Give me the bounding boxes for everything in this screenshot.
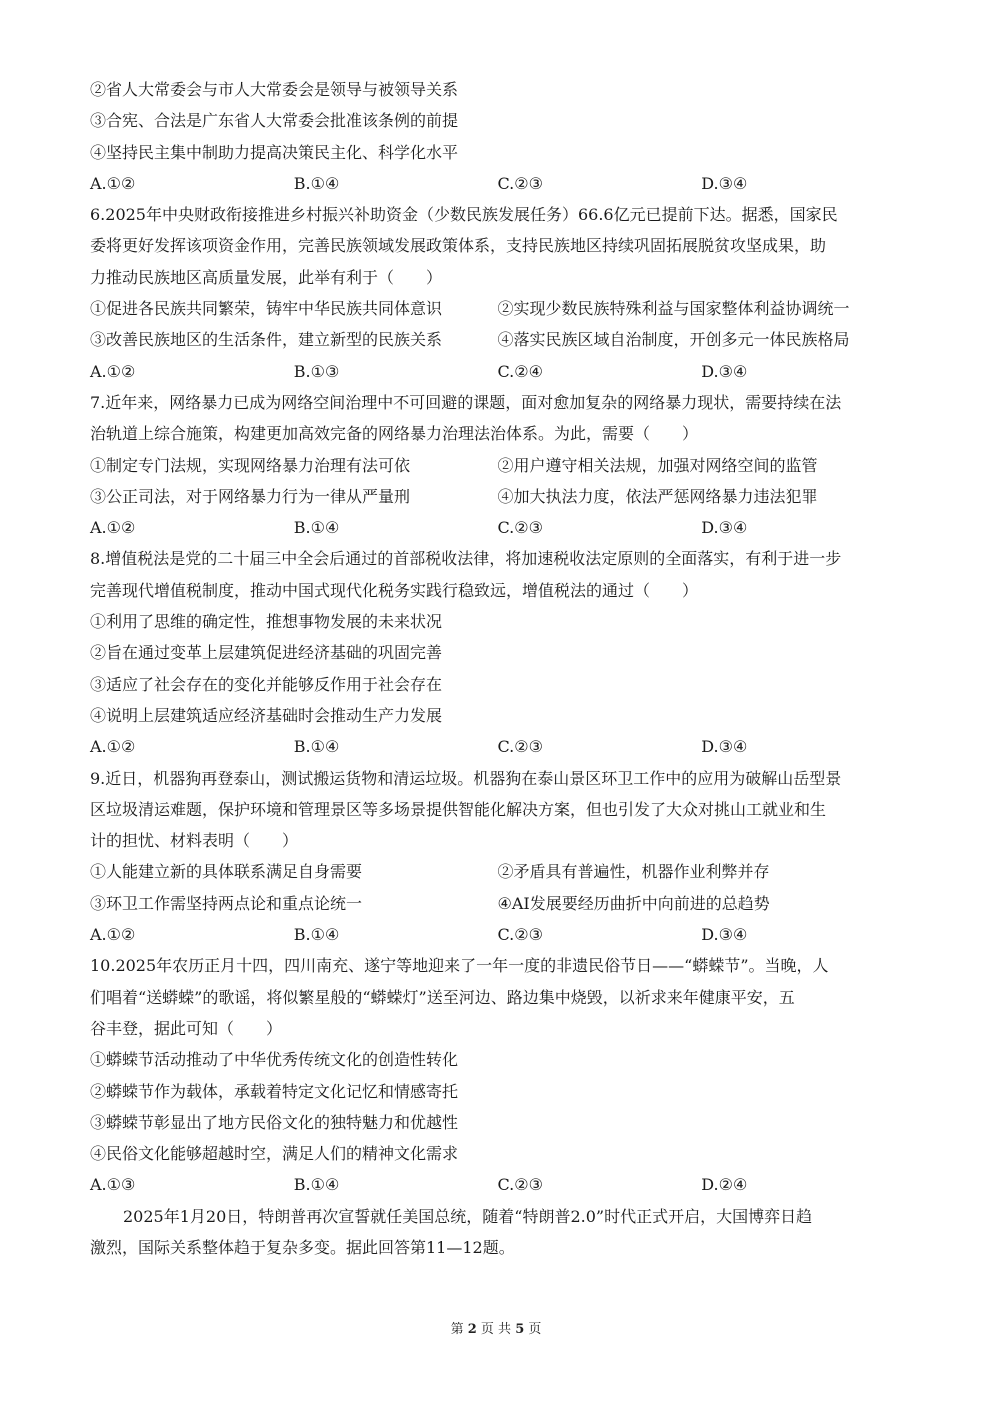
option-4: ④民俗文化能够超越时空，满足人们的精神文化需求	[90, 1144, 459, 1164]
answer-choices	[90, 168, 905, 199]
answer-a[interactable]: A.①②	[90, 737, 136, 757]
option-row	[90, 324, 905, 355]
page-total: 5	[515, 1322, 525, 1337]
option-4: ④AI发展要经历曲折中向前进的总趋势	[497, 893, 770, 913]
question-stem: 计的担忧、材料表明（ ）	[90, 831, 299, 851]
question-stem: 力推动民族地区高质量发展，此举有利于（ ）	[90, 267, 443, 287]
question-stem: 6.2025年中央财政衔接推进乡村振兴补助资金（少数民族发展任务）66.6亿元已提前下达。据悉，国家民	[90, 205, 838, 225]
answer-a[interactable]: A.①②	[90, 518, 136, 538]
question-6	[90, 199, 905, 387]
question-10	[90, 950, 905, 1200]
question-stem: 8.增值税法是党的二十届三中全会后通过的首部税收法律，将加速税收法定原则的全面落实，有利于进一步	[90, 549, 842, 569]
answer-a[interactable]: A.①②	[90, 361, 136, 381]
answer-choices	[90, 356, 905, 387]
answer-choices	[90, 1169, 905, 1200]
answer-b[interactable]: B.①④	[293, 1175, 340, 1195]
answer-choices	[90, 512, 905, 543]
question-9	[90, 763, 905, 951]
option-row	[90, 888, 905, 919]
answer-b[interactable]: B.①④	[293, 173, 340, 193]
option-row	[90, 481, 905, 512]
option-row	[90, 293, 905, 324]
answer-d[interactable]: D.③④	[701, 925, 748, 945]
option-1: ①蟒蝾节活动推动了中华优秀传统文化的创造性转化	[90, 1050, 459, 1070]
answer-b[interactable]: B.①③	[293, 361, 340, 381]
answer-d[interactable]: D.②④	[701, 1175, 748, 1195]
footer-prefix: 第	[450, 1322, 464, 1337]
option-4: ④说明上层建筑适应经济基础时会推动生产力发展	[90, 705, 443, 725]
answer-choices	[90, 919, 905, 950]
question-7	[90, 387, 905, 543]
option-2: ②蟒蝾节作为载体，承载着特定文化记忆和情感寄托	[90, 1081, 459, 1101]
option-3: ③公正司法，对于网络暴力行为一律从严量刑	[90, 486, 411, 506]
question-stem: 委将更好发挥该项资金作用，完善民族领域发展政策体系，支持民族地区持续巩固拓展脱贫攻坚成果，助	[90, 236, 827, 256]
answer-c[interactable]: C.②③	[497, 173, 543, 193]
option-2: ②用户遵守相关法规，加强对网络空间的监管	[497, 455, 818, 475]
option-3: ③改善民族地区的生活条件，建立新型的民族关系	[90, 330, 443, 350]
answer-d[interactable]: D.③④	[701, 173, 748, 193]
question-stem: 们唱着“送蟒蝾”的歌谣，将似繁星般的“蟒蝾灯”送至河边、路边集中烧毁，以祈求来年健康平安，五	[90, 987, 795, 1007]
question-stem: 谷丰登，据此可知（ ）	[90, 1018, 283, 1038]
question-8	[90, 543, 905, 762]
option-3: ③适应了社会存在的变化并能够反作用于社会存在	[90, 674, 443, 694]
answer-d[interactable]: D.③④	[701, 361, 748, 381]
option-4: ④加大执法力度，依法严惩网络暴力违法犯罪	[497, 486, 818, 506]
answer-b[interactable]: B.①④	[293, 518, 340, 538]
exam-page	[90, 74, 905, 1263]
footer-middle: 页 共	[480, 1322, 512, 1337]
option-1: ①人能建立新的具体联系满足自身需要	[90, 862, 363, 882]
option-2: ②旨在通过变革上层建筑促进经济基础的巩固完善	[90, 643, 443, 663]
material-passage	[90, 1201, 905, 1264]
material-line: 2025年1月20日，特朗普再次宣誓就任美国总统，随着“特朗普2.0”时代正式开启，大国博弈日趋	[123, 1206, 813, 1226]
footer-suffix: 页	[528, 1322, 542, 1337]
option-row	[90, 856, 905, 887]
question-stem: 7.近年来，网络暴力已成为网络空间治理中不可回避的课题，面对愈加复杂的网络暴力现状，需要持续在法	[90, 392, 842, 412]
option-4: ④落实民族区域自治制度，开创多元一体民族格局	[497, 330, 850, 350]
option-line: ②省人大常委会与市人大常委会是领导与被领导关系	[90, 80, 459, 99]
answer-c[interactable]: C.②④	[497, 361, 543, 381]
option-1: ①利用了思维的确定性，推想事物发展的未来状况	[90, 612, 443, 632]
question-stem: 10.2025年农历正月十四，四川南充、遂宁等地迎来了一年一度的非遗民俗节日——“蟒蝾节”。当晚，人	[90, 956, 829, 976]
answer-d[interactable]: D.③④	[701, 518, 748, 538]
answer-choices	[90, 731, 905, 762]
option-line: ④坚持民主集中制助力提高决策民主化、科学化水平	[90, 142, 459, 162]
answer-c[interactable]: C.②③	[497, 1175, 543, 1195]
question-5-continued	[90, 74, 905, 199]
question-stem: 区垃圾清运难题，保护环境和管理景区等多场景提供智能化解决方案，但也引发了大众对挑山工就业和生	[90, 799, 827, 819]
question-stem: 治轨道上综合施策，构建更加高效完备的网络暴力治理法治体系。为此，需要（ ）	[90, 424, 699, 444]
answer-a[interactable]: A.①③	[90, 1175, 136, 1195]
option-3: ③蟒蝾节彰显出了地方民俗文化的独特魅力和优越性	[90, 1112, 459, 1132]
option-3: ③环卫工作需坚持两点论和重点论统一	[90, 893, 363, 913]
question-stem: 9.近日，机器狗再登泰山，测试搬运货物和清运垃圾。机器狗在泰山景区环卫工作中的应用为破解山岳型景	[90, 768, 842, 788]
material-line: 激烈，国际关系整体趋于复杂多变。据此回答第11—12题。	[90, 1237, 515, 1257]
answer-a[interactable]: A.①②	[90, 173, 136, 193]
answer-c[interactable]: C.②③	[497, 518, 543, 538]
option-row	[90, 450, 905, 481]
answer-b[interactable]: B.①④	[293, 925, 340, 945]
question-stem: 完善现代增值税制度，推动中国式现代化税务实践行稳致远，增值税法的通过（ ）	[90, 580, 699, 600]
answer-b[interactable]: B.①④	[293, 737, 340, 757]
answer-c[interactable]: C.②③	[497, 737, 543, 757]
option-line: ③合宪、合法是广东省人大常委会批准该条例的前提	[90, 111, 459, 131]
option-2: ②矛盾具有普遍性，机器作业利弊并存	[497, 862, 770, 882]
page-number: 2	[467, 1322, 477, 1337]
option-1: ①促进各民族共同繁荣，铸牢中华民族共同体意识	[90, 299, 443, 319]
answer-c[interactable]: C.②③	[497, 925, 543, 945]
option-2: ②实现少数民族特殊利益与国家整体利益协调统一	[497, 299, 850, 319]
option-1: ①制定专门法规，实现网络暴力治理有法可依	[90, 455, 411, 475]
answer-d[interactable]: D.③④	[701, 737, 748, 757]
page-footer	[0, 1318, 992, 1337]
answer-a[interactable]: A.①②	[90, 925, 136, 945]
